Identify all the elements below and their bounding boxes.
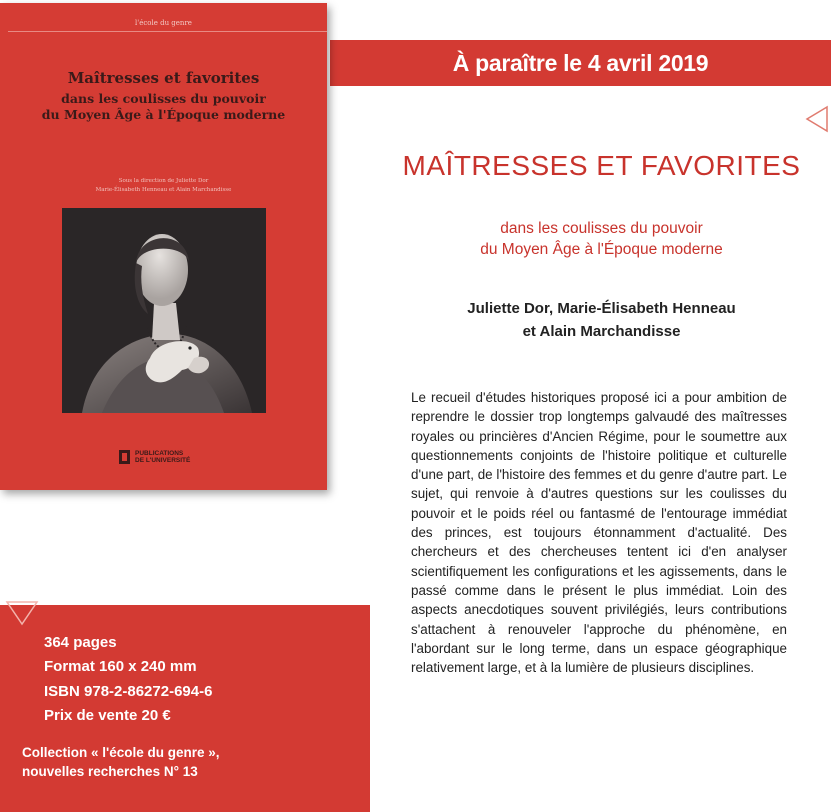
triangle-left-icon <box>805 105 829 133</box>
portrait-illustration <box>62 208 266 413</box>
book-subtitle <box>372 218 831 260</box>
book-info-panel <box>0 605 370 812</box>
book-collection-line1: Collection « l'école du genre », <box>22 745 220 760</box>
book-subtitle-line1: dans les coulisses du pouvoir <box>500 220 703 237</box>
book-description: Le recueil d'études historiques proposé ici a pour ambition de reprendre le dossier trop longtemps galvaudé des maîtresses royales ou princières d'Ancien Régime, pour le soumettre aux questionnements conjoints de l'histoire politique et culturelle d'une part, de l'histoire des femmes et du genre d'autre part. Le sujet, qui renvoie à d'autres questions sur les coulisses du pouvoir et le poids réel ou fantasmé de l'entourage immédiat des princes, est toujours étonnamment d'actualité. Des chercheurs et des chercheuses tentent ici d'en analyser scientifiquement les configurations et les agissements, dans le passé comme dans le présent le plus immédiat. Loin des aspects anecdotiques souvent privilégiés, leurs contributions s'attachent à renouveler l'approche du phénomène, en l'abordant sur le long terme, dans un espace géographique relativement large, et à la lumière de plusieurs disciplines. <box>411 390 787 676</box>
cover-editors <box>0 177 327 195</box>
book-collection <box>22 743 220 781</box>
book-authors <box>372 297 831 343</box>
book-pages: 364 pages <box>44 634 117 651</box>
publisher-name <box>135 450 190 464</box>
cover-editors-line1: Sous la direction de Juliette Dor <box>118 178 209 184</box>
release-date-text: À paraître le 4 avril 2019 <box>452 49 709 76</box>
book-collection-line2: nouvelles recherches N° 13 <box>22 764 198 779</box>
publisher-mark <box>119 450 190 464</box>
cover-title: Maîtresses et favorites <box>67 69 260 87</box>
book-authors-line1: Juliette Dor, Marie-Élisabeth Henneau <box>467 300 736 317</box>
publisher-line2: DE L'UNIVERSITÉ <box>135 457 191 464</box>
release-date-banner <box>330 40 831 86</box>
book-specs <box>44 631 212 728</box>
book-title: MAÎTRESSES ET FAVORITES <box>402 150 801 181</box>
cover-series: l'école du genre <box>135 19 192 27</box>
cover-editors-line2: Marie-Élisabeth Henneau et Alain Marchandisse <box>95 187 232 193</box>
cover-subtitle-line2: du Moyen Âge à l'Époque moderne <box>41 107 286 122</box>
cover-subtitle-line1: dans les coulisses du pouvoir <box>61 91 266 106</box>
cover-subtitle <box>0 91 327 123</box>
book-authors-line2: et Alain Marchandisse <box>522 323 681 340</box>
cover-portrait-image <box>62 208 266 413</box>
book-isbn: ISBN 978-2-86272-694-6 <box>44 682 213 700</box>
cover-rule <box>8 31 327 32</box>
book-format: Format 160 x 240 mm <box>44 658 197 676</box>
publisher-logo-icon <box>119 450 130 464</box>
book-subtitle-line2: du Moyen Âge à l'Époque moderne <box>480 241 723 258</box>
book-price: Prix de vente 20 € <box>44 706 171 724</box>
book-cover <box>0 3 327 490</box>
publisher-line1: PUBLICATIONS <box>135 450 184 457</box>
triangle-down-icon <box>5 600 39 626</box>
